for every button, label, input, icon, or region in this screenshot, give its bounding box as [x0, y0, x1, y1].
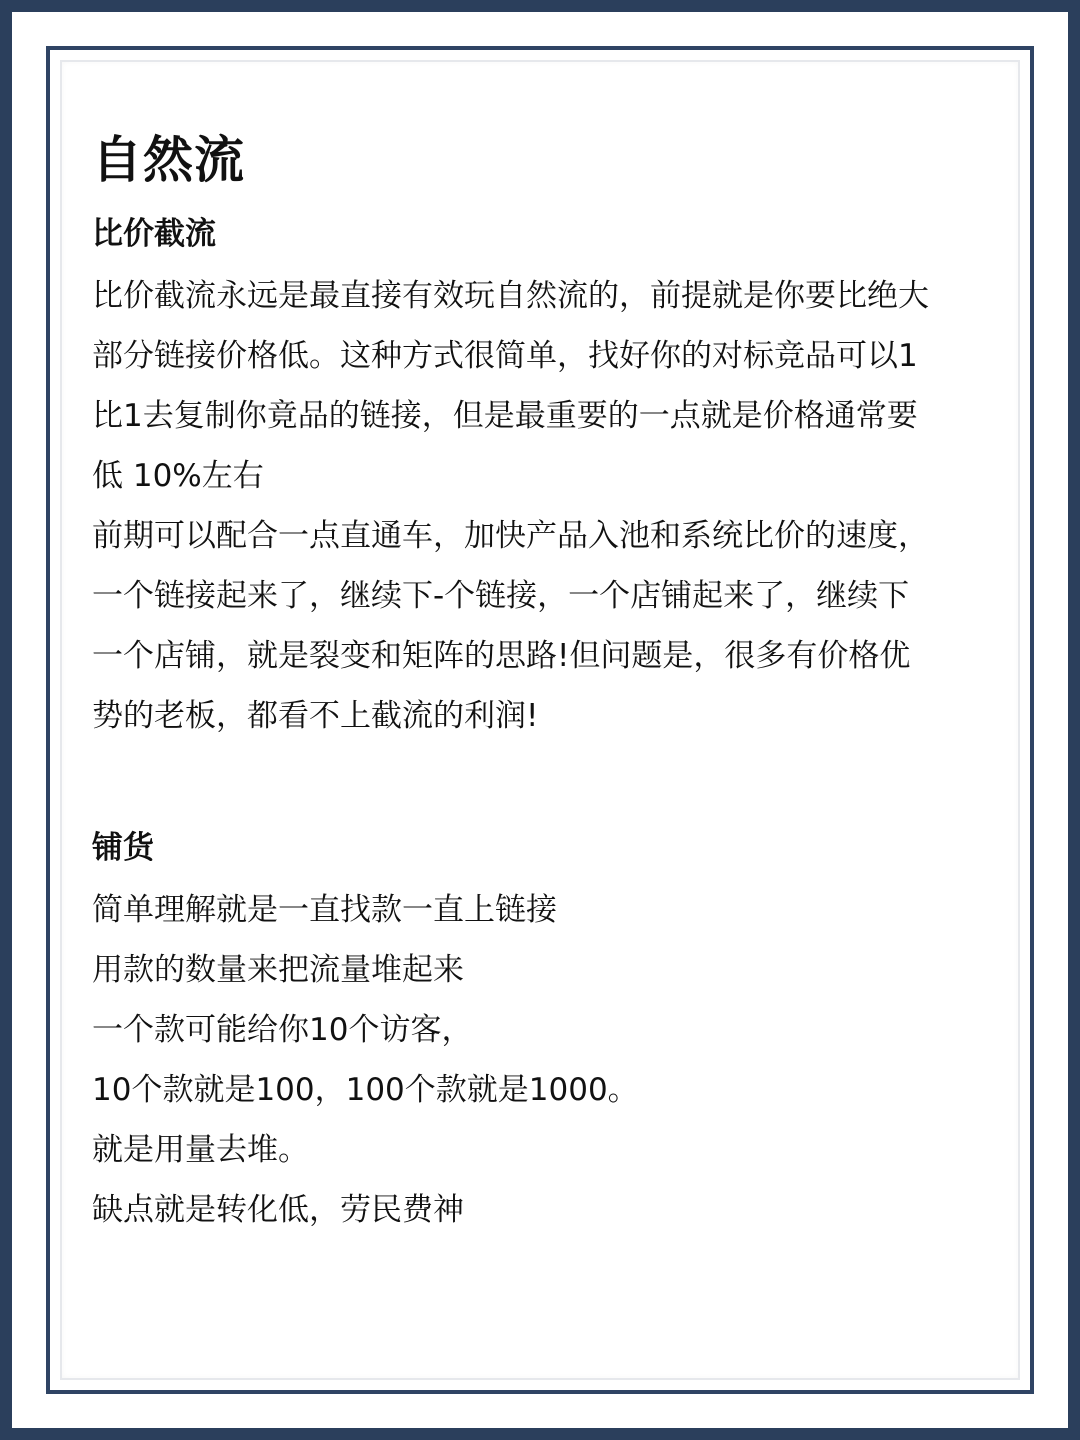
- paragraph-line: 一个款可能给你10个访客，: [92, 1012, 473, 1048]
- paragraph-line: 比1去复制你竟品的链接，但是最重要的一点就是价格通常要: [92, 398, 918, 434]
- paragraph-line: 一个店铺，就是裂变和矩阵的思路!但问题是，很多有价格优: [92, 638, 911, 674]
- paragraph-line: 一个链接起来了，继续下-个链接，一个店铺起来了，继续下: [92, 578, 910, 614]
- section-heading: 比价截流: [92, 216, 216, 252]
- document-content: [92, 120, 1012, 1240]
- paragraph-line: 低 10%左右: [92, 458, 264, 494]
- paragraph-line: 比价截流永远是最直接有效玩自然流的，前提就是你要比绝大: [92, 278, 929, 314]
- paragraph-line: 缺点就是转化低，劳民费神: [92, 1192, 464, 1228]
- section-heading: 铺货: [92, 830, 154, 866]
- paragraph-line: 前期可以配合一点直通车，加快产品入池和系统比价的速度，: [92, 518, 929, 554]
- paragraph-line: 势的老板，都看不上截流的利润!: [92, 698, 539, 734]
- paragraph-line: 用款的数量来把流量堆起来: [92, 952, 464, 988]
- paragraph-line: 就是用量去堆。: [92, 1132, 309, 1168]
- paragraph-line: 10个款就是100，100个款就是1000。: [92, 1072, 639, 1108]
- paragraph-line: 部分链接价格低。这种方式很简单，找好你的对标竞品可以1: [92, 338, 918, 374]
- page-title: 自然流: [92, 131, 245, 189]
- section-distribution: [92, 824, 1012, 1240]
- paragraph-line: 简单理解就是一直找款一直上链接: [92, 892, 557, 928]
- section-spacer: [92, 746, 1012, 824]
- section-price-compare: [92, 210, 1012, 746]
